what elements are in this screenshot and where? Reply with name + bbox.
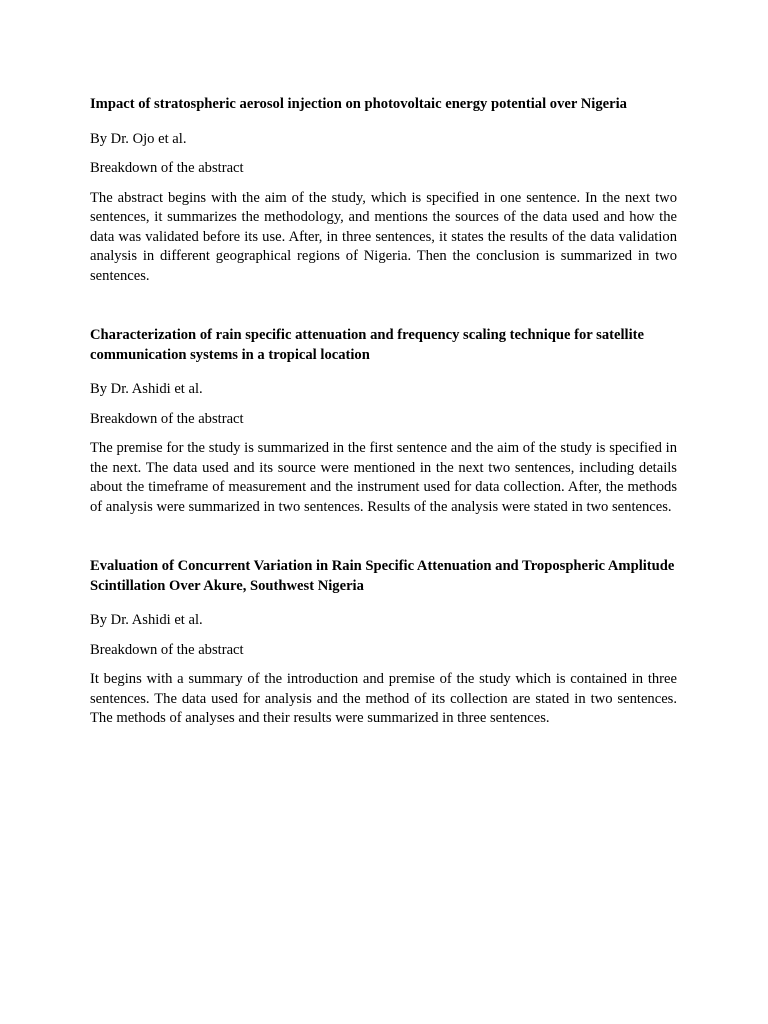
breakdown-label: Breakdown of the abstract	[90, 641, 244, 658]
abstract-summary: The abstract begins with the aim of the study, which is specified in one sentence. In the next two sentences, it summarizes the methodology, and mentions the sources of the data used and how the data was validated before its use. After, in three sentences, it states the results of the data validation analysis in different geographical regions of Nigeria. Then the conclusion is summarized in two sentences.	[90, 189, 677, 284]
paper-title: Impact of stratospheric aerosol injection on photovoltaic energy potential over Nigeria	[90, 96, 627, 112]
paper-entry-3	[90, 557, 677, 729]
abstract-summary: It begins with a summary of the introduction and premise of the study which is contained in three sentences. The data used for analysis and the method of its collection are stated in two sentences. The methods of analyses and their results were summarized in three sentences.	[90, 671, 677, 726]
paper-title: Characterization of rain specific attenuation and frequency scaling technique for satellite communication systems in a tropical location	[90, 327, 644, 363]
paper-author: By Dr. Ojo et al.	[90, 130, 187, 147]
abstract-summary: The premise for the study is summarized in the first sentence and the aim of the study is specified in the next. The data used and its source were mentioned in the next two sentences, including details about the timeframe of measurement and the instrument used for data collection. After, the methods of analysis were summarized in two sentences. Results of the analysis were stated in two sentences.	[90, 440, 677, 515]
paper-entry-1	[90, 95, 677, 286]
document-page	[90, 95, 677, 729]
paper-entry-2	[90, 326, 677, 517]
breakdown-label: Breakdown of the abstract	[90, 410, 244, 427]
breakdown-label: Breakdown of the abstract	[90, 160, 244, 176]
paper-author: By Dr. Ashidi et al.	[90, 381, 203, 397]
paper-title: Evaluation of Concurrent Variation in Rain Specific Attenuation and Tropospheric Amplitude Scintillation Over Akure, Southwest Nigeria	[90, 558, 675, 594]
paper-author: By Dr. Ashidi et al.	[90, 612, 203, 628]
